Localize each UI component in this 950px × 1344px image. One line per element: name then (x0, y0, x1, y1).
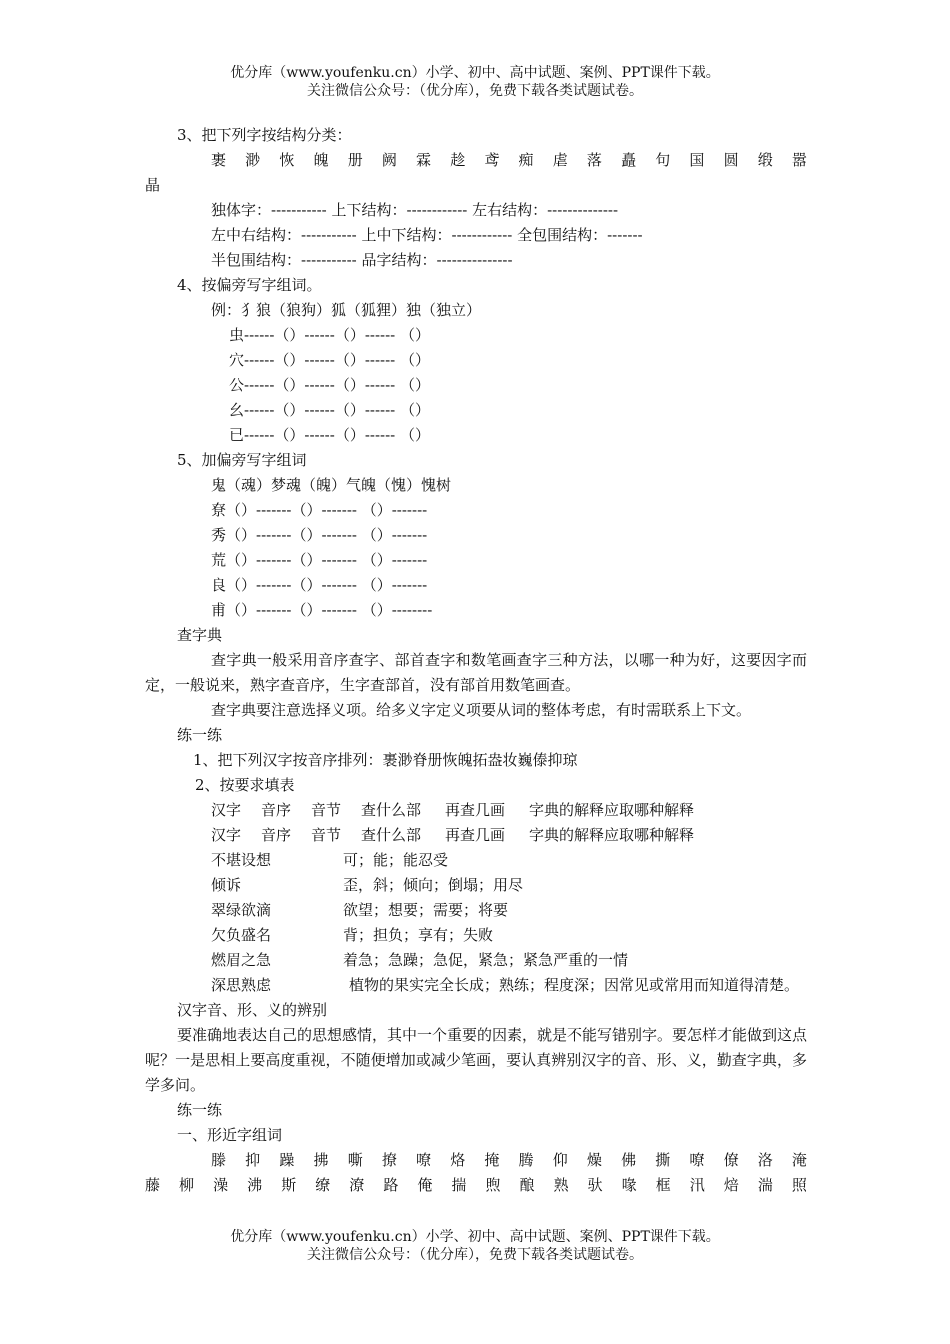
col-header: 再查几画 (445, 826, 506, 844)
practice2-sub: 一、形近字组词 (177, 1126, 283, 1144)
table-header-repeat (145, 823, 807, 848)
sec4-row: 已------（）------（）------ （） (229, 426, 430, 444)
table-word: 深思熟虑 (211, 976, 272, 994)
dict-paragraph-2: 查字典要注意选择义项。给多义字定义项要从词的整体考虑，有时需联系上下文。 (211, 701, 752, 719)
char: 嚣 (791, 151, 807, 169)
char: 淹 (791, 1151, 807, 1169)
distinguish-title: 汉字音、形、义的辨别 (177, 1001, 328, 1019)
char: 册 (347, 151, 363, 169)
table-row (145, 873, 807, 898)
char: 框 (655, 1176, 671, 1194)
char: 煦 (485, 1176, 501, 1194)
char: 喙 (621, 1176, 637, 1194)
char: 痴 (518, 151, 534, 169)
header-line-1: 优分库（www.youfenku.cn）小学、初中、高中试题、案例、PPT课件下载。 (230, 65, 720, 81)
char: 国 (689, 151, 705, 169)
header-line-2: 关注微信公众号：（优分库），免费下载各类试题试卷。 (307, 83, 643, 99)
char: 柳 (179, 1176, 195, 1194)
sec5-row: 荒（）-------（）------- （）------- (211, 551, 428, 569)
dict-title: 查字典 (177, 626, 223, 644)
col-header: 音序 (261, 826, 292, 844)
char: 藤 (145, 1176, 161, 1194)
dict-paragraph-1: 查字典一般采用音序查字、部首查字和数笔画查字三种方法，以哪一种为好，这要因字而定，一般说来，熟字查音序，生字查部首，没有部首用数笔画查。 (145, 651, 807, 694)
char: 潦 (349, 1176, 365, 1194)
char: 嘹 (416, 1151, 432, 1169)
char: 嘹 (689, 1151, 705, 1169)
char: 句 (655, 151, 671, 169)
col-header: 音序 (261, 801, 292, 819)
col-header: 音节 (311, 826, 342, 844)
col-header: 音节 (311, 801, 342, 819)
col-header: 再查几画 (445, 801, 506, 819)
table-defs: 背；担负；享有；失败 (343, 926, 494, 944)
char: 鸢 (484, 151, 500, 169)
char: 趁 (450, 151, 466, 169)
table-row (145, 948, 807, 973)
sec4-row: 公------（）------（）------ （） (229, 376, 430, 394)
char: 澡 (213, 1176, 229, 1194)
char: 洛 (757, 1151, 773, 1169)
sec5-example: 鬼（魂）梦魂（魄）气魄（愧）愧树 (211, 476, 452, 494)
table-word: 翠绿欲滴 (211, 901, 272, 919)
sec3-wrap-char: 晶 (145, 176, 161, 194)
table-row-wrapped (145, 973, 807, 998)
page-footer (0, 1228, 950, 1264)
char: 抑 (245, 1151, 261, 1169)
table-header (145, 798, 807, 823)
char: 阙 (381, 151, 397, 169)
page-header (0, 64, 950, 100)
char: 燥 (586, 1151, 602, 1169)
table-word: 倾诉 (211, 876, 242, 894)
char: 路 (383, 1176, 399, 1194)
char: 仰 (552, 1151, 568, 1169)
col-header: 汉字 (211, 801, 242, 819)
sec5-row: 良（）-------（）------- （）------- (211, 576, 428, 594)
char: 恢 (279, 151, 295, 169)
table-word: 燃眉之急 (211, 951, 272, 969)
footer-line-2: 关注微信公众号：（优分库），免费下载各类试题试卷。 (307, 1247, 643, 1263)
practice1-title: 练一练 (177, 726, 223, 744)
char: 湍 (757, 1176, 773, 1194)
char: 缎 (757, 151, 773, 169)
char: 撩 (381, 1151, 397, 1169)
sec5-row: 尞（）-------（）------- （）------- (211, 501, 428, 519)
table-defs: 着急；急躁；急促，紧急；紧急严重的一情 (343, 951, 629, 969)
char: 焙 (723, 1176, 739, 1194)
sec5-row: 甫（）-------（）------- （）-------- (211, 601, 433, 619)
char: 酿 (519, 1176, 535, 1194)
practice1-q1: 1、把下列汉字按音序排列：裹渺脊册恢魄拓盎妆巍傣抑琼 (193, 751, 578, 769)
char: 矗 (621, 151, 637, 169)
col-header: 汉字 (211, 826, 242, 844)
char: 裹 (211, 151, 227, 169)
table-word: 欠负盛名 (211, 926, 272, 944)
char: 滕 (211, 1151, 227, 1169)
table-defs: 欲望；想要；需要；将要 (343, 901, 509, 919)
col-header: 查什么部 (361, 826, 422, 844)
sec3-line-1: 独体字：----------- 上下结构：------------ 左右结构：-------------- (211, 201, 619, 219)
sec4-row: 穴------（）------（）------ （） (229, 351, 430, 369)
sec3-title: 3、把下列字按结构分类： (177, 126, 352, 144)
char: 沸 (247, 1176, 263, 1194)
char: 佛 (621, 1151, 637, 1169)
char: 烙 (450, 1151, 466, 1169)
table-row (145, 898, 807, 923)
document-body (145, 123, 807, 1198)
sec4-title: 4、按偏旁写字组词。 (177, 276, 322, 294)
char: 汛 (689, 1176, 705, 1194)
distinguish-paragraph: 要准确地表达自己的思想感情，其中一个重要的因素，就是不能写错别字。要怎样才能做到这点呢？一是思相上要高度重视，不随便增加或减少笔画，要认真辨别汉字的音、形、义，勤查字典，多学多问。 (145, 1026, 808, 1094)
sec3-line-3: 半包围结构：----------- 品字结构：--------------- (211, 251, 513, 269)
col-header: 查什么部 (361, 801, 422, 819)
table-row (145, 923, 807, 948)
char: 缭 (315, 1176, 331, 1194)
char: 俺 (417, 1176, 433, 1194)
char: 撕 (655, 1151, 671, 1169)
char: 揣 (451, 1176, 467, 1194)
char: 掩 (484, 1151, 500, 1169)
sec4-row: 虫------（）------（）------ （） (229, 326, 430, 344)
char: 躁 (279, 1151, 295, 1169)
char: 嘶 (347, 1151, 363, 1169)
char: 落 (586, 151, 602, 169)
sec3-line-2: 左中右结构：----------- 上中下结构：------------ 全包围结构：------- (211, 226, 643, 244)
sec3-char-row (145, 148, 807, 173)
char: 照 (791, 1176, 807, 1194)
char: 腾 (518, 1151, 534, 1169)
char: 魄 (313, 151, 329, 169)
table-row (145, 848, 807, 873)
footer-line-1: 优分库（www.youfenku.cn）小学、初中、高中试题、案例、PPT课件下载。 (230, 1229, 720, 1245)
table-defs: 植物的果实完全长成；熟练；程度深；因常见或常用而知道得清楚。 (349, 976, 800, 994)
sec5-title: 5、加偏旁写字组词 (177, 451, 307, 469)
char: 霖 (416, 151, 432, 169)
practice2-char-row-2 (145, 1173, 807, 1198)
practice2-title: 练一练 (177, 1101, 223, 1119)
table-defs: 歪，斜；倾向；倒塌；用尽 (343, 876, 524, 894)
char: 斯 (281, 1176, 297, 1194)
table-defs: 可；能；能忍受 (343, 851, 449, 869)
practice2-char-row-1 (145, 1148, 807, 1173)
char: 熟 (553, 1176, 569, 1194)
char: 僚 (723, 1151, 739, 1169)
table-word: 不堪设想 (211, 851, 272, 869)
practice1-q2: 2、按要求填表 (195, 776, 295, 794)
char: 驮 (587, 1176, 603, 1194)
char: 虐 (552, 151, 568, 169)
char: 圆 (723, 151, 739, 169)
sec4-example: 例：犭狼（狼狗）狐（狐狸）独（独立） (211, 301, 482, 319)
sec4-row: 幺------（）------（）------ （） (229, 401, 430, 419)
col-header: 字典的解释应取哪种解释 (529, 826, 695, 844)
char: 拂 (313, 1151, 329, 1169)
col-header: 字典的解释应取哪种解释 (529, 801, 695, 819)
char: 渺 (245, 151, 261, 169)
sec5-row: 秀（）-------（）------- （）------- (211, 526, 428, 544)
